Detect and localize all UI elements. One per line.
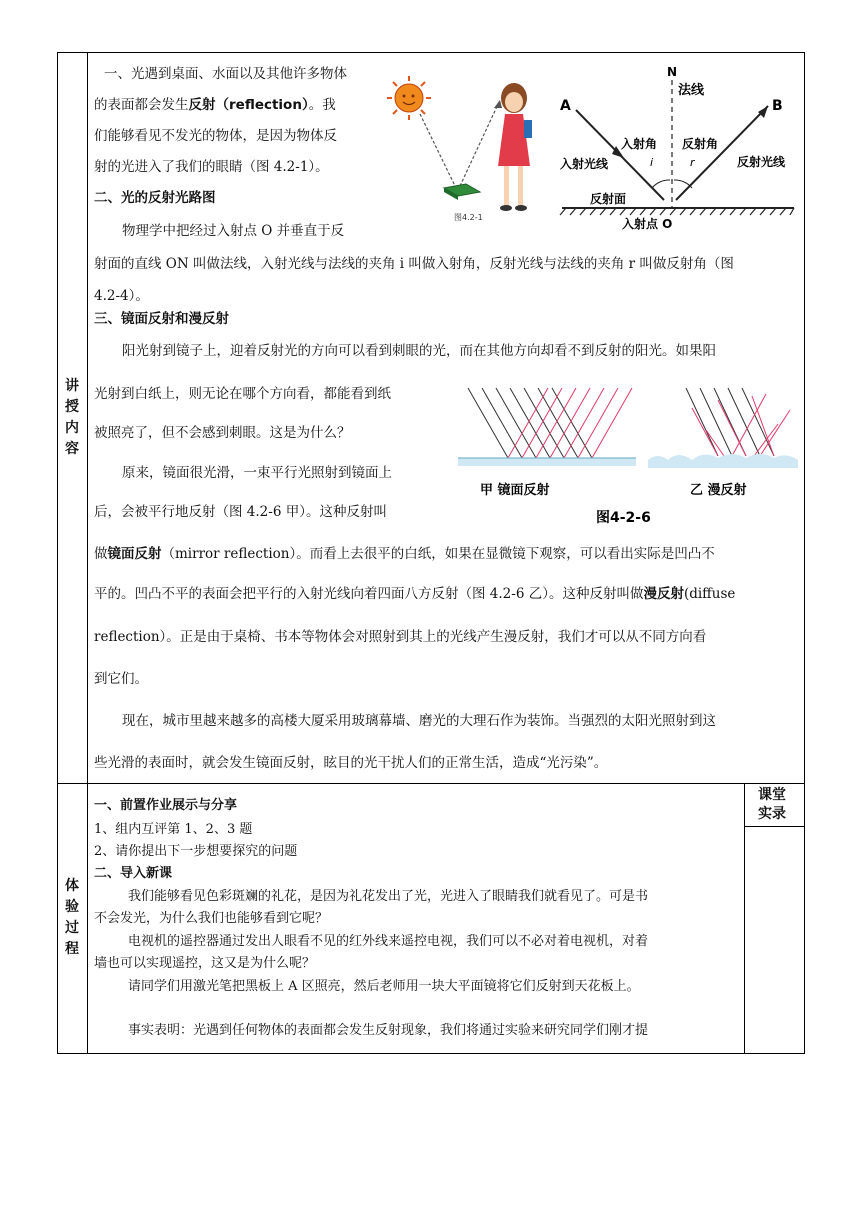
record-column-divider xyxy=(744,783,745,1054)
label-diffuse: 乙 漫反射 xyxy=(690,483,747,498)
record-header: 课堂实录 xyxy=(758,787,786,822)
para6-line1: 现在，城市里越来越多的高楼大厦采用玻璃幕墙、磨光的大理石作为装饰。当强烈的太阳光照射到这 xyxy=(122,713,716,729)
para3-line1: 阳光射到镜子上，迎着反射光的方向可以看到刺眼的光，而在其他方向却看不到反射的阳光。如果阳 xyxy=(122,343,716,359)
exp-para1-line1: 我们能够看见色彩斑斓的礼花，是因为礼花发出了光，光进入了眼睛我们就看见了。可是书 xyxy=(128,889,649,904)
exp-para3: 请同学们用激光笔把黑板上 A 区照亮，然后老师用一块大平面镜将它们反射到天花板上。 xyxy=(128,979,640,994)
label-surface: 反射面 xyxy=(590,192,627,206)
para3-line2: 光射到白纸上，则无论在哪个方向看，都能看到纸 xyxy=(94,386,391,402)
exp-heading-2: 二、导入新课 xyxy=(94,866,173,881)
table-border-right xyxy=(804,52,805,1054)
para1-line3: 们能够看见不发光的物体，是因为物体反 xyxy=(94,128,337,144)
label-N: N xyxy=(667,65,678,79)
exp-para2-line1: 电视机的遥控器通过发出人眼看不见的红外线来遥控电视，我们可以不必对着电视机，对着 xyxy=(128,934,649,949)
record-header-divider xyxy=(744,826,805,827)
mirror-reflection-drawing xyxy=(458,388,636,466)
diffuse-reflection-drawing xyxy=(648,388,798,468)
fig421-caption: 图4.2-1 xyxy=(454,213,483,222)
row-divider xyxy=(57,783,805,784)
para4-line2: 后，会被平行地反射（图 4.2-6 甲）。这种反射叫 xyxy=(94,504,387,520)
para2-line1: 物理学中把经过入射点 O 并垂直于反 xyxy=(122,223,345,239)
reflection-diagram xyxy=(554,62,800,234)
para1-line1: 一、光遇到桌面、水面以及其他许多物体 xyxy=(104,66,347,82)
para5-line3: reflection）。正是由于桌椅、书本等物体会对照射到其上的光线产生漫反射，我们才可以从不同方向看 xyxy=(94,629,707,645)
para5-line1: 做镜面反射（mirror reflection）。而看上去很平的白纸，如果在显微镜下观察，可以看出实际是凹凸不 xyxy=(94,546,715,562)
exp-item-2: 2、请你提出下一步想要探究的问题 xyxy=(94,844,298,859)
table-border-bottom xyxy=(57,1053,805,1054)
label-A: A xyxy=(560,98,571,114)
label-point: 入射点 O xyxy=(622,217,673,231)
book-icon xyxy=(444,184,480,200)
label-reflect-angle: 反射角 xyxy=(682,137,719,151)
figure-4-2-6 xyxy=(456,380,802,530)
exp-heading-1: 一、前置作业展示与分享 xyxy=(94,798,238,813)
side-label-experience: 体 验 过 程 xyxy=(65,878,79,957)
exp-item-1: 1、组内互评第 1、2、3 题 xyxy=(94,822,253,837)
heading-mirror-diffuse: 三、镜面反射和漫反射 xyxy=(94,311,229,327)
para1-line2: 的表面都会发生反射（reflection）。我 xyxy=(94,97,336,113)
table-border-left xyxy=(57,52,58,1054)
label-incident-ray: 入射光线 xyxy=(560,157,609,171)
fig426-caption: 图4-2-6 xyxy=(596,510,651,526)
label-reflected-ray: 反射光线 xyxy=(737,155,786,169)
label-normal: 法线 xyxy=(678,83,705,98)
term-reflection: 反射（reflection） xyxy=(188,97,309,113)
label-incident-angle: 入射角 xyxy=(621,137,658,151)
para1-line4: 射的光进入了我们的眼睛（图 4.2-1）。 xyxy=(94,159,329,175)
para5-line4: 到它们。 xyxy=(94,671,148,687)
sun-icon xyxy=(387,76,431,120)
heading-ray-diagram: 二、光的反射光路图 xyxy=(94,190,216,206)
para2-line3: 4.2-4）。 xyxy=(94,288,149,304)
para6-line2: 些光滑的表面时，就会发生镜面反射，眩目的光干扰人们的正常生活，造成“光污染”。 xyxy=(94,755,608,771)
label-mirror: 甲 镜面反射 xyxy=(480,483,550,498)
exp-para4: 事实表明：光遇到任何物体的表面都会发生反射现象，我们将通过实验来研究同学们刚才提 xyxy=(128,1023,649,1038)
term-mirror-reflection: 镜面反射 xyxy=(107,546,162,562)
para3-line3: 被照亮了，但不会感到刺眼。这是为什么？ xyxy=(94,425,351,441)
term-diffuse-reflection: 漫反射 xyxy=(643,586,684,602)
table-border-top xyxy=(57,52,805,53)
label-B: B xyxy=(772,98,783,114)
para4-line1: 原来，镜面很光滑，一束平行光照射到镜面上 xyxy=(122,465,392,481)
figure-4-2-1 xyxy=(382,70,552,230)
label-i: i xyxy=(650,156,654,169)
para2-line2: 射面的直线 ON 叫做法线，入射光线与法线的夹角 i 叫做入射角，反射光线与法线的夹角 r 叫做反射角（图 xyxy=(94,256,734,272)
exp-para2-line2: 墙也可以实现遥控，这又是为什么呢？ xyxy=(94,956,316,971)
exp-para1-line2: 不会发光，为什么我们也能够看到它呢？ xyxy=(94,911,329,926)
para5-line2: 平的。凹凸不平的表面会把平行的入射光线向着四面八方反射（图 4.2-6 乙）。这种反射叫做漫反射(diffuse xyxy=(94,586,736,602)
girl-icon xyxy=(498,83,532,211)
label-r: r xyxy=(690,156,695,169)
column-divider xyxy=(87,52,88,1054)
side-label-teaching: 讲 授 内 容 xyxy=(65,378,79,457)
